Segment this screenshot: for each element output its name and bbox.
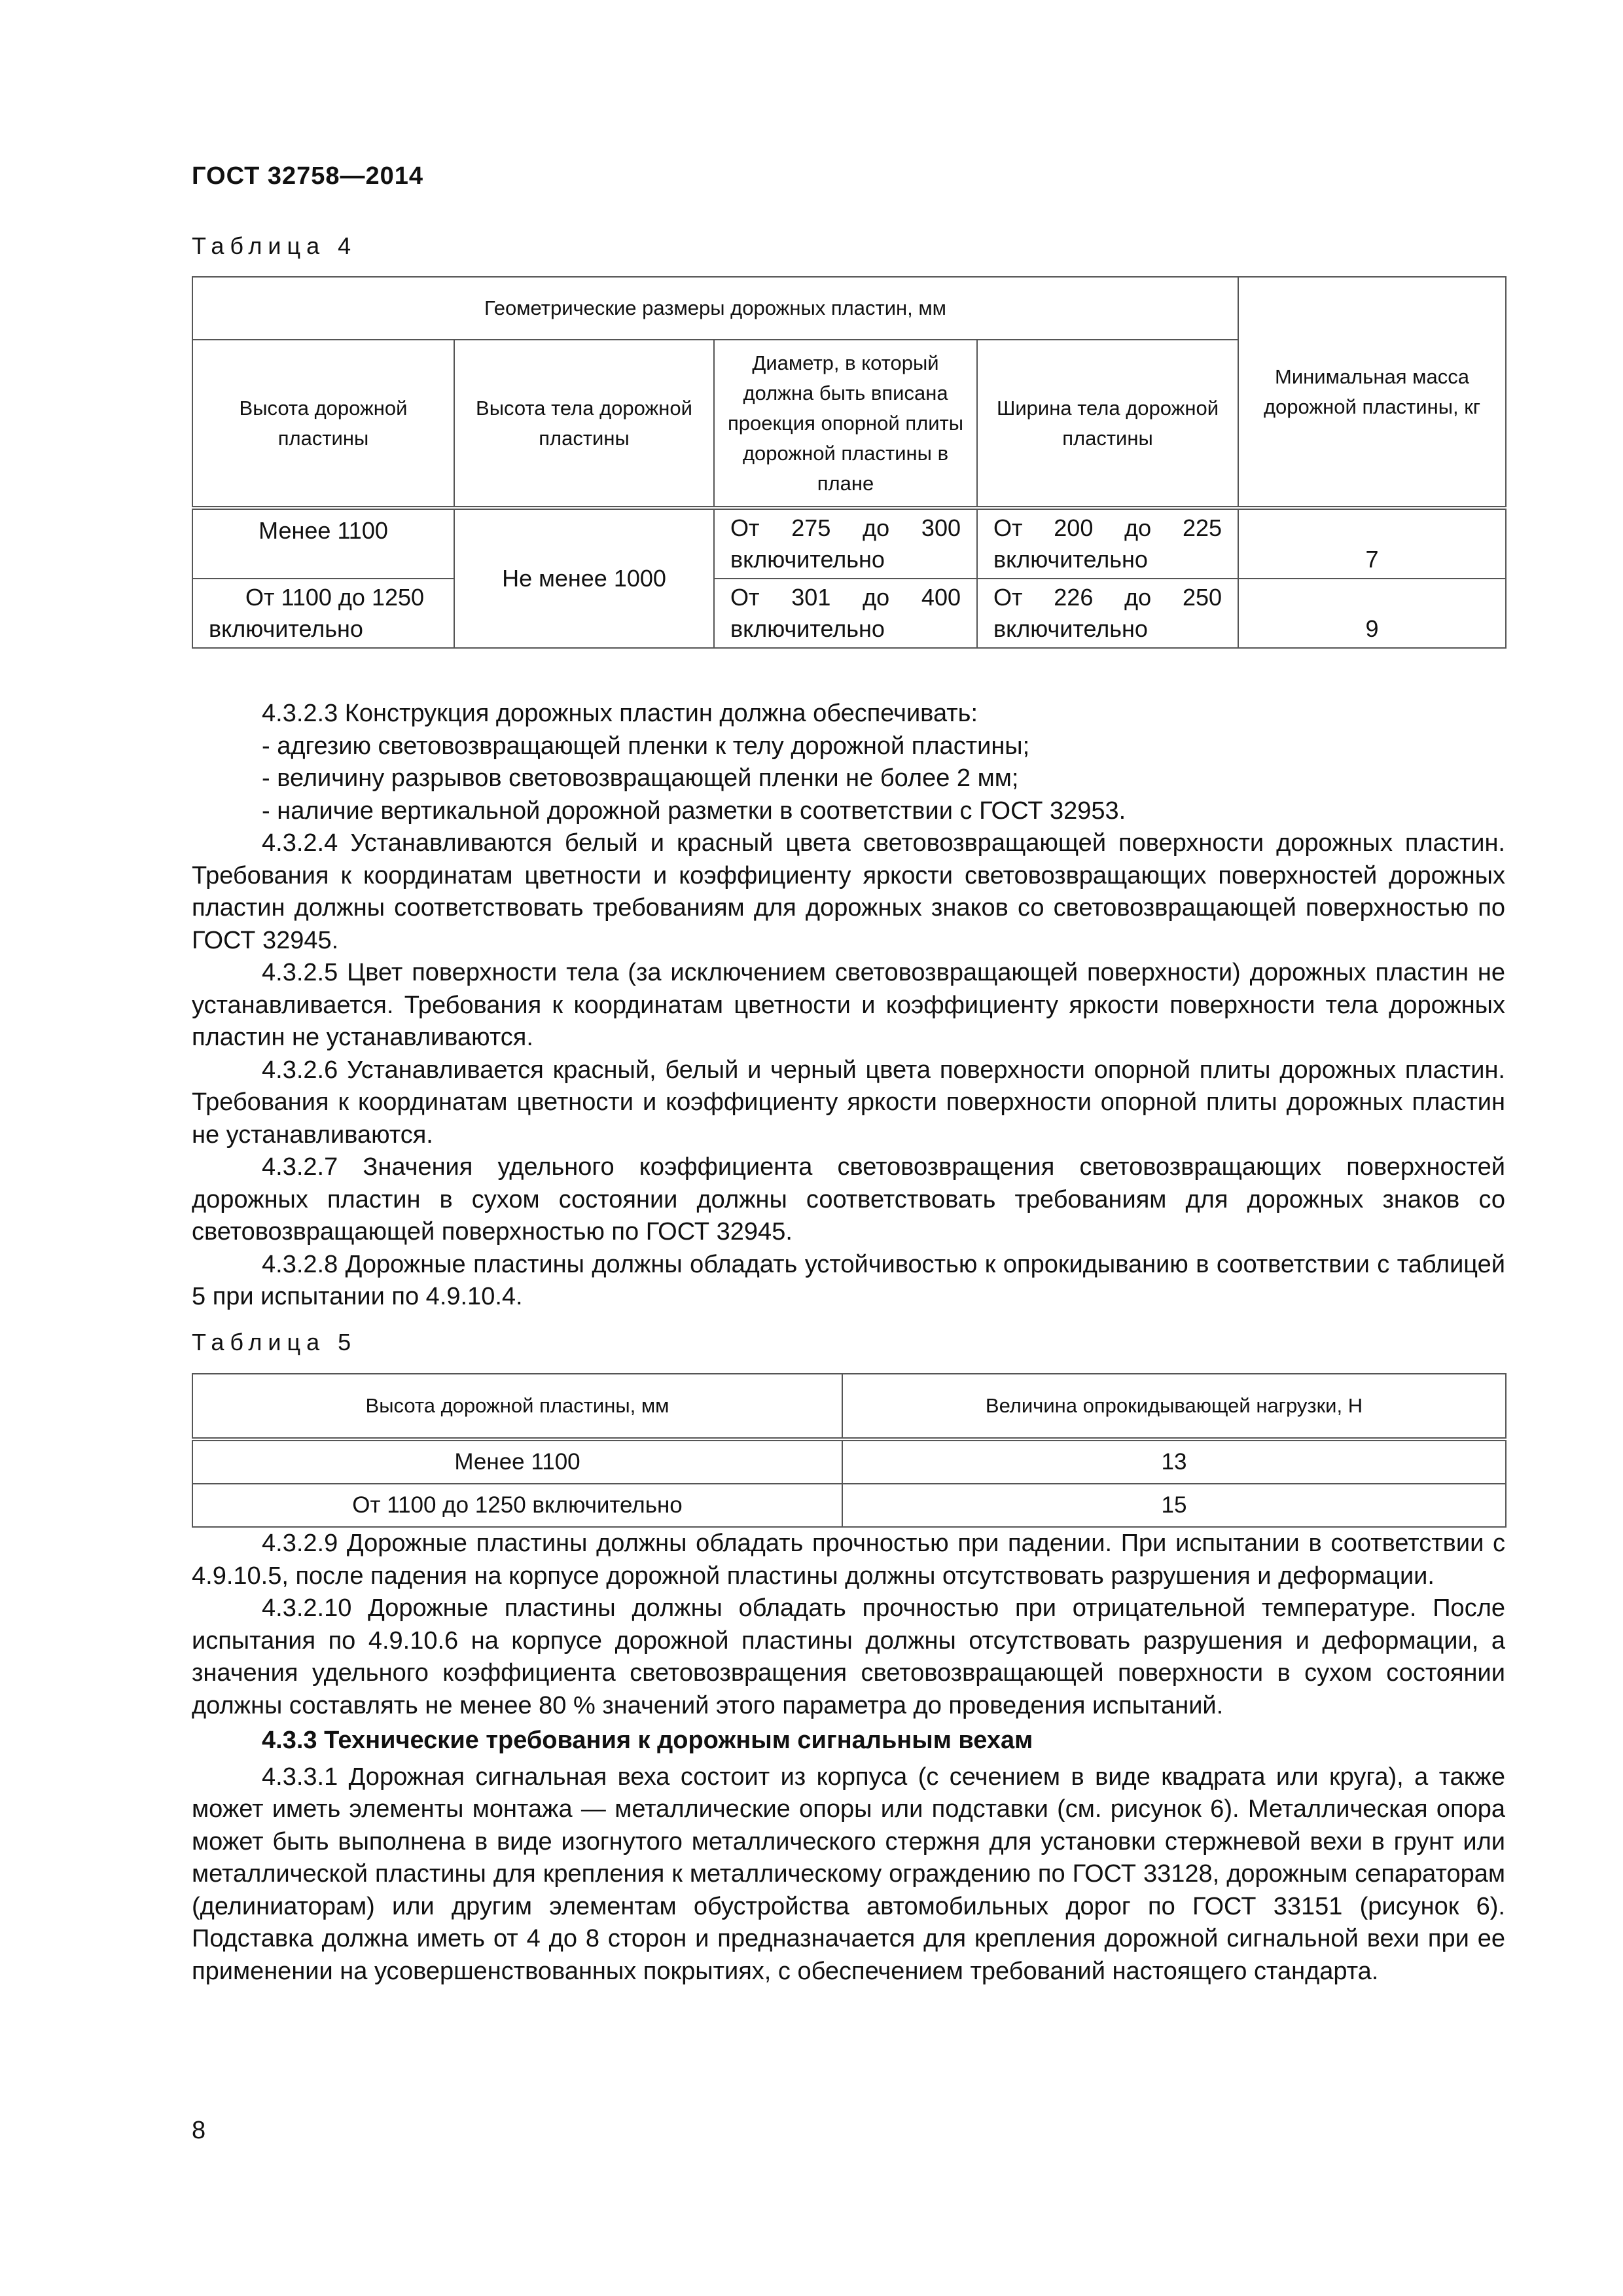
table-5-cell-height: Менее 1100 — [192, 1439, 842, 1484]
table-4-header-height: Высота дорожной пластины — [192, 340, 454, 508]
paragraph-4-3-3-1: 4.3.3.1 Дорожная сигнальная веха состоит из корпуса (с сечением в виде квадрата или круга), а также может иметь элементы монтажа — металлические опоры или подставки (см. рисунок 6). Металлическая опора может быть выполнена в виде изогнутого металлического стержня для установки стержневой вехи в грунт или металлической пластины для крепления к металлическому ограждению по ГОСТ 33128, дорожным сепараторам (делиниаторам) или другим элементам обустройства автомобильных дорог по ГОСТ 33151 (рисунок 6). Подставка должна иметь от 4 до 8 сторон и предназначается для крепления дорожной сигнальной вехи при ее применении на усовершенствованных покрытиях, с обеспечением требований настоящего стандарта. — [192, 1763, 1505, 1985]
table-4-group-header: Геометрические размеры дорожных пластин, мм — [192, 277, 1238, 340]
table-4 — [192, 276, 1507, 649]
list-item: - наличие вертикальной дорожной разметки в соответствии с ГОСТ 32953. — [262, 797, 1126, 825]
paragraph-4-3-2-5: 4.3.2.5 Цвет поверхности тела (за исключением световозвращающей поверхности) дорожных пластин не устанавливается. Требования к координатам цветности и коэффициенту яркости поверхности тела дорожных пластин не устанавливаются. — [192, 959, 1505, 1051]
table-4-caption: Таблица 4 — [192, 232, 357, 259]
table-5-caption: Таблица 5 — [192, 1329, 357, 1355]
section-heading-4-3-3: 4.3.3 Технические требования к дорожным сигнальным вехам — [262, 1727, 1033, 1754]
table-4-header-mass: Минимальная масса дорожной пластины, кг — [1238, 277, 1506, 508]
table-5-cell-load: 13 — [842, 1439, 1506, 1484]
page-number: 8 — [192, 2117, 206, 2144]
list-item: - адгезию световозвращающей пленки к телу дорожной пластины; — [262, 732, 1030, 760]
table-4-cell-body-height: Не менее 1000 — [454, 508, 714, 648]
paragraph-4-3-2-8: 4.3.2.8 Дорожные пластины должны обладать устойчивостью к опрокидыванию в соответствии с таблицей 5 при испытании по 4.9.10.4. — [192, 1250, 1505, 1310]
table-4-header-width: Ширина тела дорожной пластины — [977, 340, 1238, 508]
paragraph-4-3-2-7: 4.3.2.7 Значения удельного коэффициента световозвращения световозвращающих поверхностей дорожных пластин в сухом состоянии должны соответствовать требованиям для дорожных знаков со световозвращающей поверхностью по ГОСТ 32945. — [192, 1153, 1505, 1246]
paragraph-4-3-2-10: 4.3.2.10 Дорожные пластины должны обладать прочностью при отрицательной температуре. После испытания по 4.9.10.6 на корпусе дорожной пластины должны отсутствовать разрушения и деформации, а значения удельного коэффициента световозвращения световозвращающей поверхности в сухом состоянии должны составлять не менее 80 % значений этого параметра до проведения испытаний. — [192, 1594, 1505, 1719]
table-4-cell-diameter: От 301 до 400 включительно — [714, 579, 977, 648]
table-4-cell-width: От 200 до 225 включительно — [977, 508, 1238, 579]
table-4-header-diameter: Диаметр, в который должна быть вписана проекция опорной плиты дорожной пластины в плане — [714, 340, 977, 508]
paragraph-4-3-2-4: 4.3.2.4 Устанавливаются белый и красный цвета световозвращающей поверхности дорожных пластин. Требования к координатам цветности и коэффициенту яркости световозвращающих поверхностей дорожных пластин должны соответствовать требованиям для дорожных знаков со световозвращающей поверхностью по ГОСТ 32945. — [192, 829, 1505, 954]
table-4-header-body-height: Высота тела дорожной пластины — [454, 340, 714, 508]
paragraph-4-3-2-9: 4.3.2.9 Дорожные пластины должны обладать прочностью при падении. При испытании в соответствии с 4.9.10.5, после падения на корпусе дорожной пластины должны отсутствовать разрушения и деформации. — [192, 1530, 1505, 1590]
table-4-cell-height: От 1100 до 1250 включительно — [192, 579, 454, 648]
table-5-cell-load: 15 — [842, 1484, 1506, 1527]
table-row — [192, 508, 1506, 579]
section-4-3-2-9-to-4-3-3-1 — [192, 1528, 1505, 1988]
table-4-cell-height: Менее 1100 — [192, 508, 454, 579]
document-header: ГОСТ 32758—2014 — [192, 162, 424, 190]
table-4-cell-mass: 9 — [1238, 579, 1506, 648]
table-5-header-height: Высота дорожной пластины, мм — [192, 1374, 842, 1439]
paragraph-4-3-2-6: 4.3.2.6 Устанавливается красный, белый и черный цвета поверхности опорной плиты дорожных пластин. Требования к координатам цветности и коэффициенту яркости поверхности опорной плиты дорожных пластин не устанавливаются. — [192, 1056, 1505, 1149]
table-5-header-load: Величина опрокидывающей нагрузки, Н — [842, 1374, 1506, 1439]
paragraph-4-3-2-3: 4.3.2.3 Конструкция дорожных пластин должна обеспечивать: — [262, 700, 978, 727]
table-4-cell-diameter: От 275 до 300 включительно — [714, 508, 977, 579]
table-row — [192, 1439, 1506, 1484]
table-row — [192, 1484, 1506, 1527]
table-5 — [192, 1373, 1507, 1528]
section-4-3-2-3-to-4-3-2-8 — [192, 698, 1505, 1314]
list-item: - величину разрывов световозвращающей пленки не более 2 мм; — [262, 764, 1019, 792]
table-row — [192, 579, 1506, 648]
table-4-cell-mass: 7 — [1238, 508, 1506, 579]
table-5-cell-height: От 1100 до 1250 включительно — [192, 1484, 842, 1527]
table-4-cell-width: От 226 до 250 включительно — [977, 579, 1238, 648]
